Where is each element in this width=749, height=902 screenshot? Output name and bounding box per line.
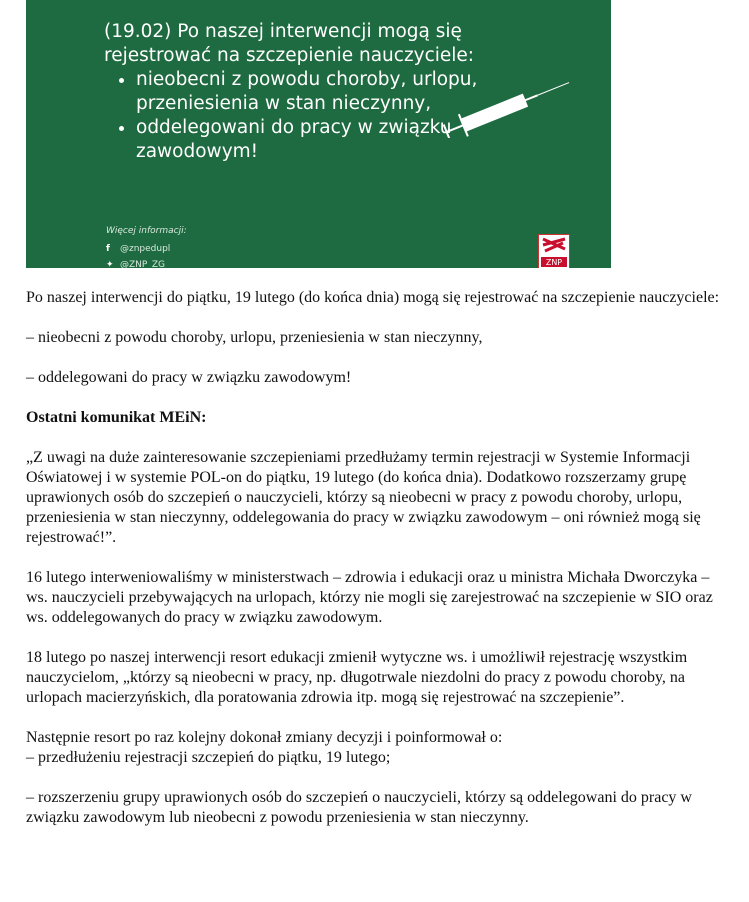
logo-text: ZNP [545, 258, 563, 267]
syringe-icon [436, 78, 576, 138]
list-item: – rozszerzeniu grupy uprawionych osób do szczepień o nauczycieli, którzy są oddelegowani do pracy w związku zawodowym lub nieobecni z powodu przeniesienia w stan nieczynny. [26, 789, 692, 826]
znp-logo [538, 234, 570, 268]
quote-paragraph: „Z uwagi na duże zainteresowanie szczepieniami przedłużamy termin rejestracji w Systemie Informacji Oświatowej i w systemie POL-on do piątku, 19 lutego (do końca dnia). Dodatkowo rozszerzamy grupę uprawionych osób do szczepień o nauczycieli, którzy są nieobecni w pracy z powodu choroby, urlopu, przeniesienia w stan nieczynny, oddelegowania do pracy w związku zawodowym – oni również mogą się rejestrować!”. [26, 449, 701, 546]
banner-bullet: • nieobecni z powodu choroby, urlopu, przeniesienia w stan nieczynny, [136, 68, 504, 116]
announcement-banner [26, 0, 611, 268]
facebook-icon: f [106, 244, 110, 254]
twitter-handle[interactable] [106, 260, 165, 268]
facebook-text: @znpedupl [120, 244, 171, 254]
twitter-text: @ZNP_ZG [120, 260, 165, 268]
paragraph-18-feb: 18 lutego po naszej interwencji resort edukacji zmienił wytyczne ws. i umożliwił rejestrację wszystkim nauczycielom, „którzy są nieobecni w pracy, np. długotrwale niezdolni do pracy z powodu choroby, na urlopach macierzyńskich, dla poratowania zdrowia itp. mogą się rejestrować na szczepienie”. [26, 649, 688, 706]
twitter-icon: ✦ [106, 260, 114, 268]
facebook-handle[interactable] [106, 244, 170, 254]
logo-graphic [539, 235, 569, 268]
list-item: – przedłużeniu rejestracji szczepień do piątku, 19 lutego; [26, 749, 391, 766]
article-body [26, 288, 726, 848]
list-item: – oddelegowani do pracy w związku zawodowym! [26, 369, 352, 386]
paragraph-16-feb: 16 lutego interweniowaliśmy w ministerstwach – zdrowia i edukacji oraz u ministra Michała Dworczyka – ws. nauczycieli przebywających na urlopach, którzy nie mogli się zarejestrować na szczepienie w SIO oraz ws. oddelegowanych do pracy w związku zawodowym. [26, 569, 713, 626]
banner-headline: (19.02) Po naszej interwencji mogą się rejestrować na szczepienie nauczyciele: [104, 21, 475, 66]
intro-paragraph: Po naszej interwencji do piątku, 19 lutego (do końca dnia) mogą się rejestrować na szczepienie nauczyciele: [26, 289, 720, 306]
more-info-label: Więcej informacji: [106, 226, 187, 236]
list-item: – nieobecni z powodu choroby, urlopu, przeniesienia w stan nieczynny, [26, 329, 483, 346]
banner-bullet: • oddelegowani do pracy w związku zawodowym! [136, 116, 504, 164]
next-paragraph: Następnie resort po raz kolejny dokonał zmiany decyzji i poinformował o: [26, 729, 503, 746]
section-heading: Ostatni komunikat MEiN: [26, 409, 207, 426]
